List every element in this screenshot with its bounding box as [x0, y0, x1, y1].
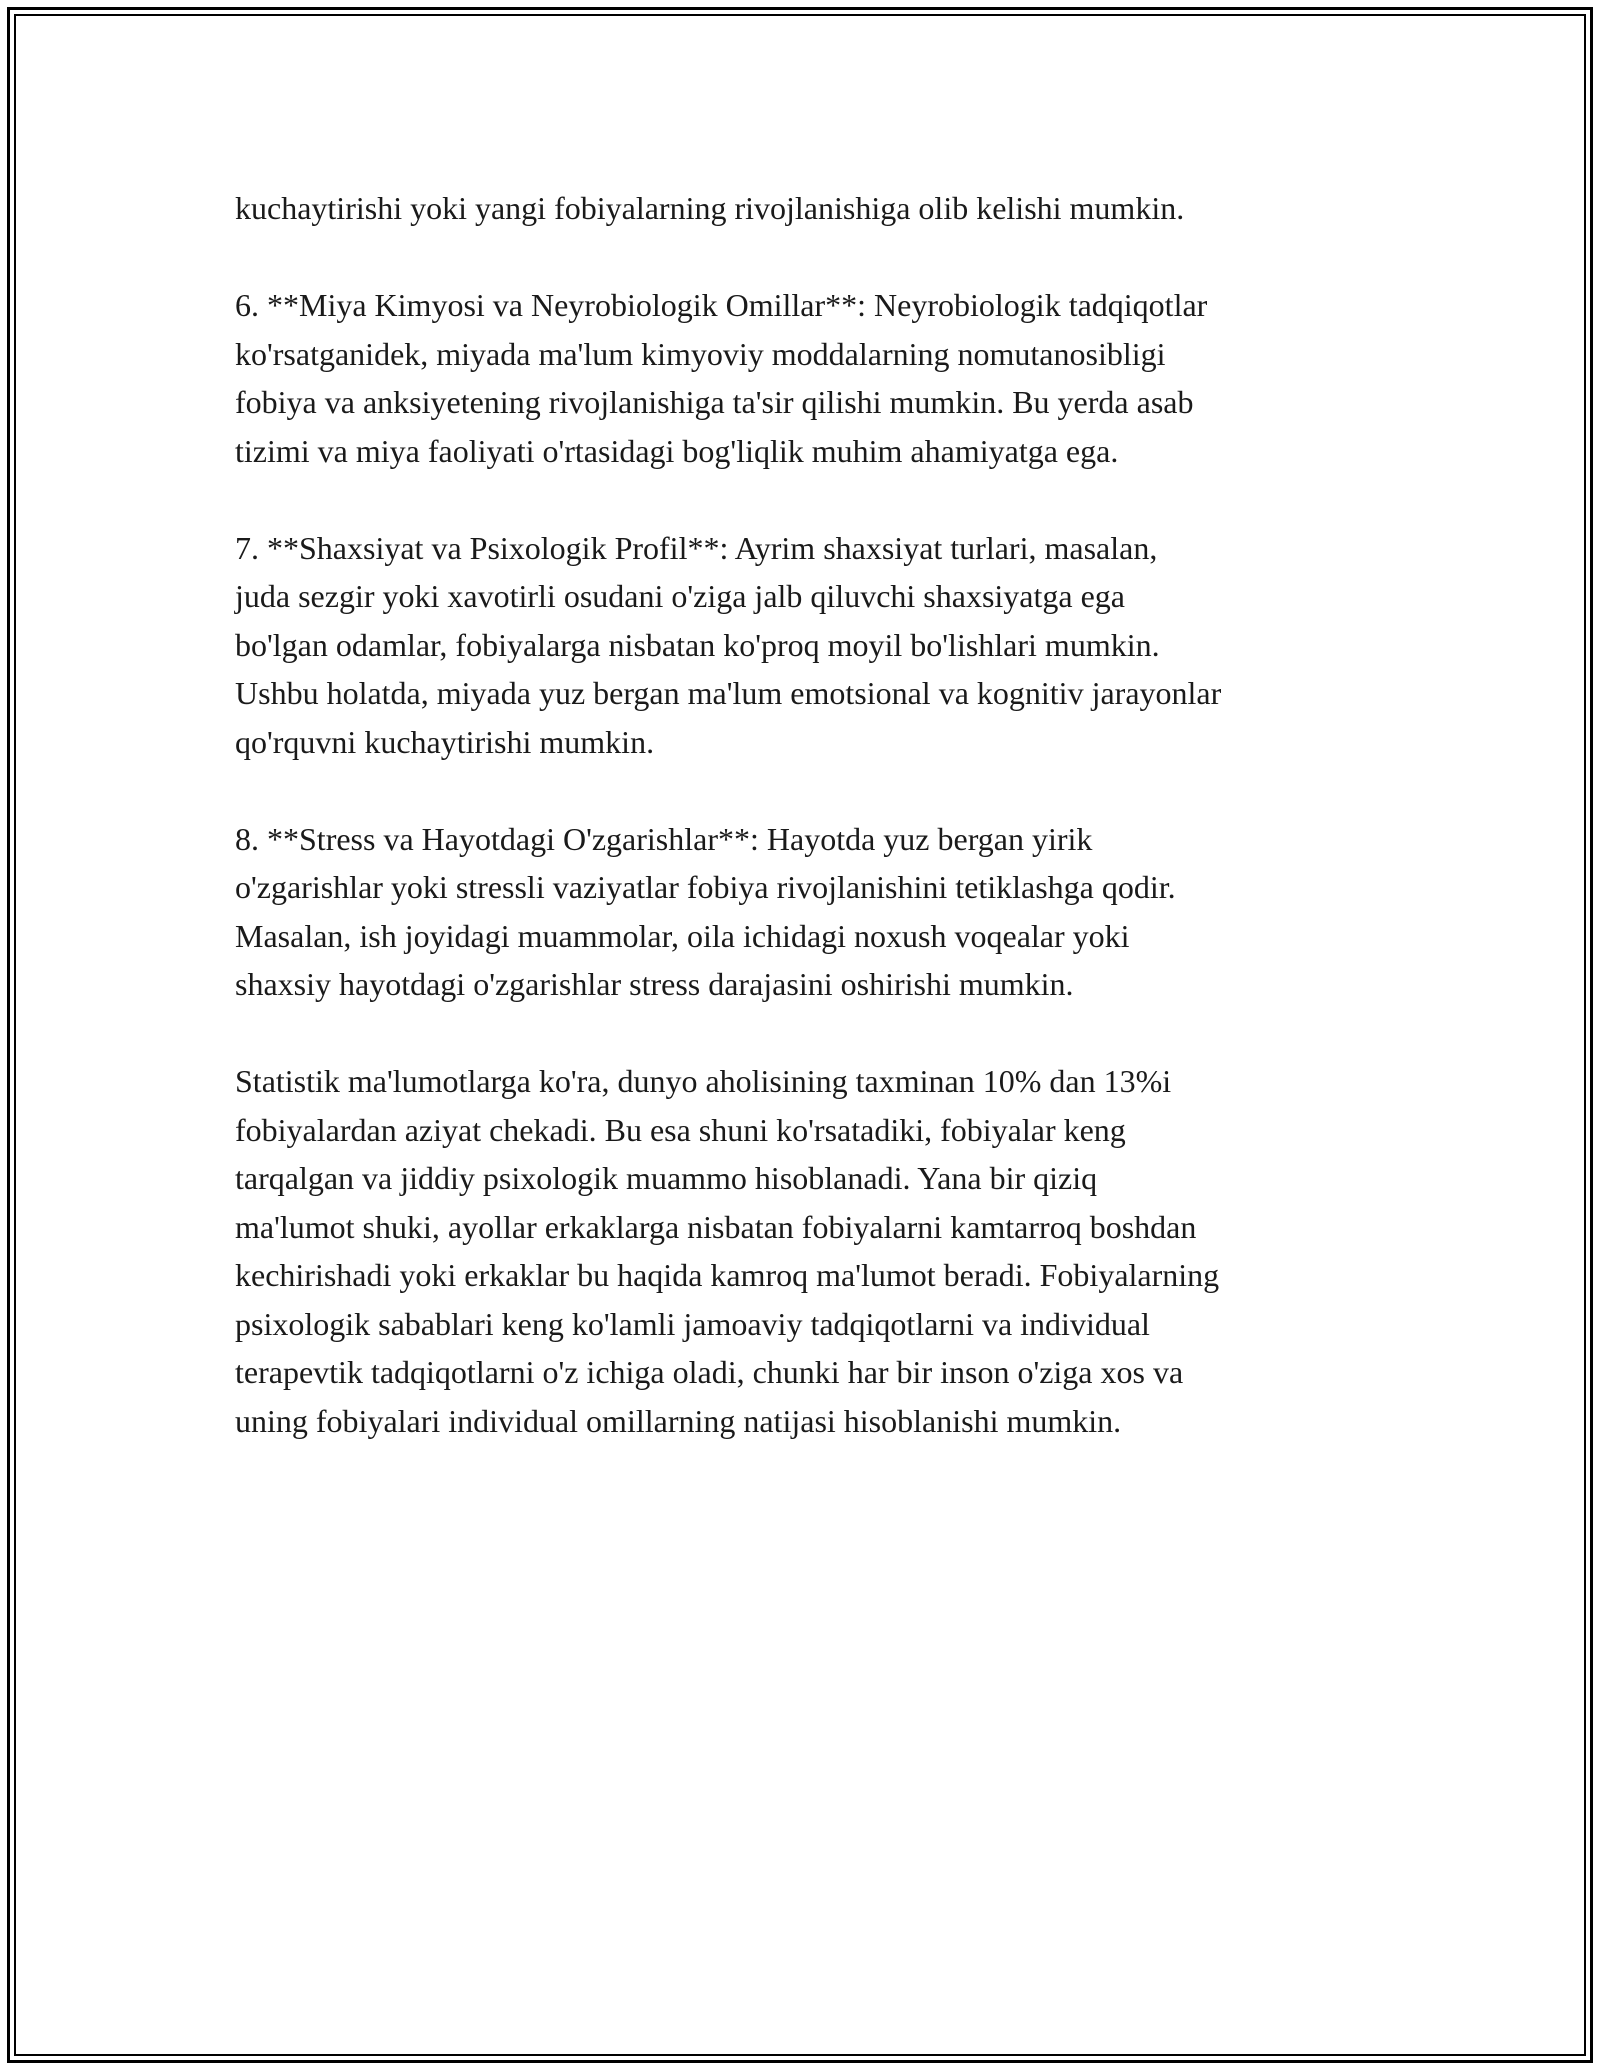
paragraph-statistics: [235, 1057, 1395, 1445]
text-line: kechirishadi yoki erkaklar bu haqida kamroq ma'lumot beradi. Fobiyalarning: [235, 1257, 1220, 1293]
text-line: fobiyalardan aziyat chekadi. Bu esa shuni ko'rsatadiki, fobiyalar keng: [235, 1111, 1126, 1148]
text-line: bo'lgan odamlar, fobiyalarga nisbatan ko'proq moyil bo'lishlari mumkin.: [235, 626, 1160, 663]
text-line: ma'lumot shuki, ayollar erkaklarga nisbatan fobiyalarni kamtarroq boshdan: [235, 1208, 1197, 1245]
paragraph-item-7: [235, 524, 1395, 767]
text-line: 6. **Miya Kimyosi va Neyrobiologik Omillar**: Neyrobiologik tadqiqotlar: [235, 287, 1208, 323]
text-line: psixologik sabablari keng ko'lamli jamoaviy tadqiqotlarni va individual: [235, 1305, 1150, 1342]
text-line: Masalan, ish joyidagi muammolar, oila ichidagi noxush voqealar yoki: [235, 917, 1130, 954]
text-line: 8. **Stress va Hayotdagi O'zgarishlar**: Hayotda yuz bergan yirik: [235, 820, 1093, 857]
document-body: [235, 184, 1395, 1494]
text-line: 7. **Shaxsiyat va Psixologik Profil**: Ayrim shaxsiyat turlari, masalan,: [235, 529, 1158, 566]
text-line: kuchaytirishi yoki yangi fobiyalarning rivojlanishiga olib kelishi mumkin.: [235, 190, 1185, 226]
text-line: fobiya va anksiyetening rivojlanishiga ta'sir qilishi mumkin. Bu yerda asab: [235, 384, 1194, 420]
paragraph-item-8: [235, 815, 1395, 1009]
paragraph-item-6: [235, 281, 1395, 475]
text-line: Statistik ma'lumotlarga ko'ra, dunyo aholisining taxminan 10% dan 13%i: [235, 1063, 1172, 1099]
text-line: uning fobiyalari individual omillarning natijasi hisoblanishi mumkin.: [235, 1402, 1122, 1439]
text-line: ko'rsatganidek, miyada ma'lum kimyoviy moddalarning nomutanosibligi: [235, 335, 1166, 372]
text-line: terapevtik tadqiqotlarni o'z ichiga oladi, chunki har bir inson o'ziga xos va: [235, 1354, 1184, 1390]
paragraph-continuation: [235, 184, 1395, 233]
text-line: o'zgarishlar yoki stressli vaziyatlar fobiya rivojlanishini tetiklashga qodir.: [235, 869, 1176, 905]
text-line: juda sezgir yoki xavotirli osudani o'ziga jalb qiluvchi shaxsiyatga ega: [235, 578, 1125, 614]
text-line: tizimi va miya faoliyati o'rtasidagi bog'liqlik muhim ahamiyatga ega.: [235, 432, 1119, 469]
text-line: qo'rquvni kuchaytirishi mumkin.: [235, 723, 655, 760]
text-line: shaxsiy hayotdagi o'zgarishlar stress darajasini oshirishi mumkin.: [235, 966, 1074, 1002]
text-line: Ushbu holatda, miyada yuz bergan ma'lum emotsional va kognitiv jarayonlar: [235, 675, 1222, 711]
text-line: tarqalgan va jiddiy psixologik muammo hisoblanadi. Yana bir qiziq: [235, 1160, 1098, 1196]
